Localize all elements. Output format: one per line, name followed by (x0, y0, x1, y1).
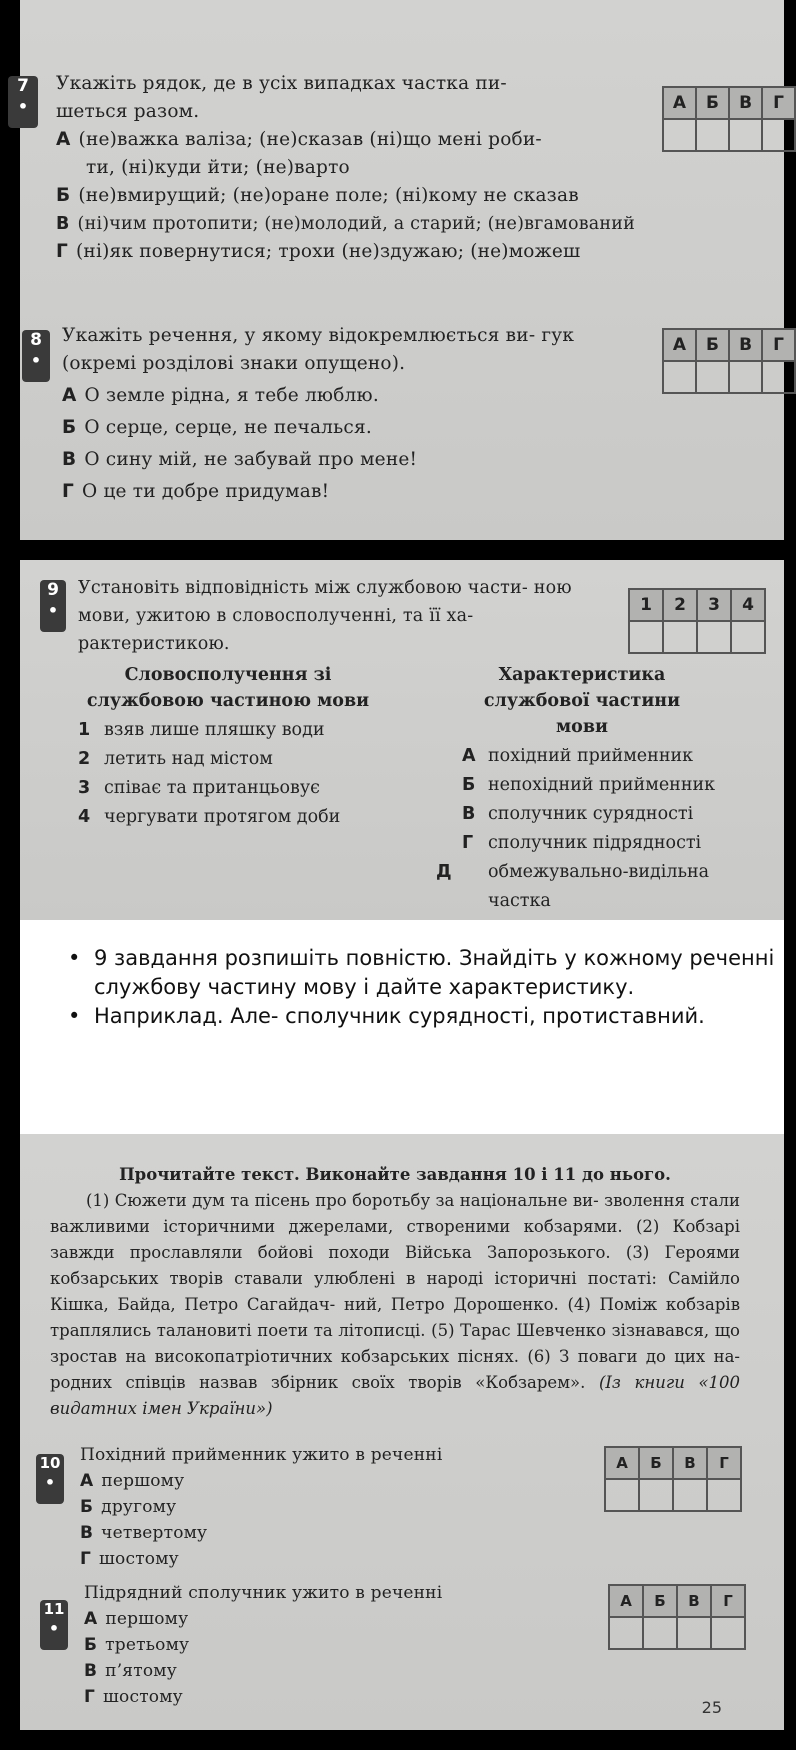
answer-cell[interactable] (696, 119, 729, 151)
option-c: В (ні)чим протопити; (не)молодий, а старий; (не)вгамований (56, 214, 635, 234)
option-a: А О земле рідна, я тебе люблю. (62, 385, 379, 406)
option-b: Б (не)вмирущий; (не)оране поле; (ні)кому не сказав (56, 185, 579, 206)
question-number-badge: 9 • (40, 580, 66, 632)
question-number-badge: 7 • (8, 76, 38, 128)
answer-cell[interactable] (729, 361, 762, 393)
option-c: В п’ятому (84, 1661, 177, 1681)
reading-title: Прочитайте текст. Виконайте завдання 10 і 11 до нього. (119, 1165, 671, 1184)
answer-grid-q9: 1 2 3 4 (628, 588, 766, 654)
answer-cell[interactable] (629, 621, 663, 653)
question-number: 10 (39, 1454, 61, 1472)
reading-passage (50, 1162, 740, 1422)
answer-cell[interactable] (663, 119, 696, 151)
option-a: А першому (80, 1471, 185, 1491)
question-number: 9 (47, 580, 59, 600)
answer-cell[interactable] (605, 1479, 639, 1511)
instruction-item: • 9 завдання розпишіть повністю. Знайдіть у кожному реченні службову частину мову і дайте характеристику. (68, 944, 784, 1002)
right-column-header: Характеристика службової частини мови (483, 665, 681, 737)
question-number: 7 (17, 76, 29, 96)
option-a: А першому (84, 1609, 189, 1629)
answer-cell[interactable] (696, 361, 729, 393)
answer-cell[interactable] (609, 1617, 643, 1649)
instructions-panel (20, 920, 784, 1134)
answer-grid-q11: А Б В Г (608, 1584, 746, 1650)
question-9 (78, 574, 598, 658)
answer-grid-q10: А Б В Г (604, 1446, 742, 1512)
option-d: Г (ні)як повернутися; трохи (не)здужаю; (не)можеш (56, 241, 581, 262)
answer-cell[interactable] (731, 621, 765, 653)
question-title: Укажіть рядок, де в усіх випадках частка пи- шеться разом. (56, 73, 507, 122)
page-number: 25 (701, 1698, 722, 1717)
matching-option-d: Г сполучник підрядності (462, 833, 702, 853)
matching-option-e: Д обмежувально-видільна частка (436, 862, 710, 911)
option-a-continued: ти, (ні)куди йти; (не)варто (86, 157, 350, 178)
answer-cell[interactable] (707, 1479, 741, 1511)
matching-option-c: В сполучник сурядності (462, 804, 694, 824)
question-title: Установіть відповідність між службовою части- ною мови, ужитою в словосполученні, та її ха- рактеристикою. (78, 578, 572, 654)
option-c: В четвертому (80, 1523, 208, 1543)
left-column-header: Словосполучення зі службовою частиною мови (86, 665, 370, 711)
answer-cell[interactable] (729, 119, 762, 151)
answer-cell[interactable] (697, 621, 731, 653)
answer-cell[interactable] (663, 361, 696, 393)
option-a: А (не)важка валіза; (не)сказав (ні)що мені роби- (56, 129, 542, 150)
answer-cell[interactable] (673, 1479, 707, 1511)
instruction-item: • Наприклад. Але- сполучник сурядності, протиставний. (68, 1002, 784, 1031)
matching-item-2: 2 летить над містом (78, 749, 273, 769)
question-title: Підрядний сполучник ужито в реченні (84, 1583, 443, 1603)
answer-cell[interactable] (711, 1617, 745, 1649)
reading-text: (1) Сюжети дум та пісень про боротьбу за національне ви- зволення стали важливими історичними джерелами, створеними кобзарями. (2) Кобзарі завжди прославляли бойові походи Війська Запорозького. (3) Героями кобзарських творів ставали улюблені в народі історичні постаті: Самійло Кішка, Байда, Петро Сагайдач- ний, Петро Дорошенко. (4) Поміж кобзарів траплялись талановиті поети та літописці. (5) Тарас Шевченко зізнавався, що зростав на високопатріотичних кобзарських піснях. (6) З поваги до цих на- родних співців назвав збірник своїх творів «Кобзарем». (50, 1191, 740, 1392)
answer-cell[interactable] (762, 361, 795, 393)
option-c: В О сину мій, не забувай про мене! (62, 449, 418, 470)
answer-cell[interactable] (643, 1617, 677, 1649)
answer-cell[interactable] (663, 621, 697, 653)
option-d: Г О це ти добре придумав! (62, 481, 330, 502)
matching-item-1: 1 взяв лише пляшку води (78, 720, 325, 740)
question-8 (62, 322, 622, 506)
option-b: Б третьому (84, 1635, 190, 1655)
question-number-badge: 8 • (22, 330, 50, 382)
matching-option-a: А похідний прийменник (462, 746, 694, 766)
matching-right-column (436, 662, 762, 916)
question-10 (80, 1442, 540, 1572)
question-number: 8 (30, 330, 42, 350)
question-11 (84, 1580, 544, 1710)
question-number-badge: 11 • (40, 1600, 68, 1650)
answer-grid-q8: А Б В Г (662, 328, 796, 394)
question-title: Укажіть речення, у якому відокремлюється ви- гук (окремі розділові знаки опущено). (62, 325, 575, 374)
instructions-list (20, 920, 784, 1031)
answer-cell[interactable] (677, 1617, 711, 1649)
option-b: Б другому (80, 1497, 177, 1517)
option-b: Б О серце, серце, не печалься. (62, 417, 372, 438)
matching-item-4: 4 чергувати протягом доби (78, 807, 341, 827)
reading-source: (Із книги «100 видатних імен України») (50, 1373, 740, 1418)
matching-left-column (78, 662, 408, 832)
answer-grid-q7: А Б В Г (662, 86, 796, 152)
question-7 (56, 70, 635, 266)
option-d: Г шостому (84, 1687, 183, 1707)
answer-cell[interactable] (639, 1479, 673, 1511)
question-title: Похідний прийменник ужито в реченні (80, 1445, 443, 1465)
matching-option-b: Б непохідний прийменник (462, 775, 716, 795)
question-number-badge: 10 • (36, 1454, 64, 1504)
matching-item-3: 3 співає та пританцьовує (78, 778, 320, 798)
answer-cell[interactable] (762, 119, 795, 151)
question-number: 11 (43, 1600, 65, 1618)
option-d: Г шостому (80, 1549, 179, 1569)
